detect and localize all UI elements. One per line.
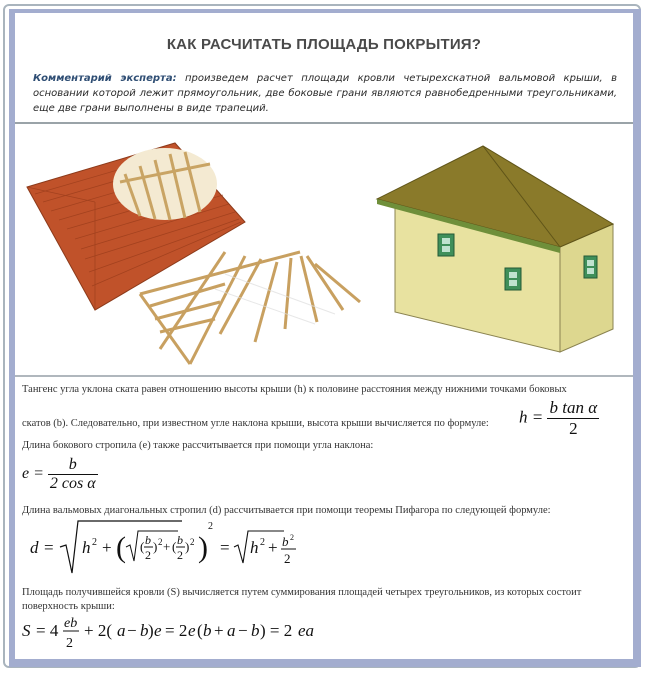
header-panel	[15, 13, 633, 122]
svg-text:(: (	[197, 621, 203, 640]
comment-text: произведем расчет площади кровли четырехскатной вальмовой крыши, в основании которой лежит прямоугольник, две боковые грани являются равнобедренными треугольниками, еще две грани выполнены в виде трапеций.	[33, 73, 617, 114]
svg-text:−: −	[238, 621, 248, 640]
svg-text:(: (	[172, 539, 177, 554]
svg-text:=: =	[220, 538, 230, 557]
svg-text:): )	[148, 621, 154, 640]
svg-text:2: 2	[290, 533, 294, 542]
svg-text:b: b	[203, 621, 212, 640]
svg-text:d: d	[30, 538, 39, 557]
illustrations-panel	[15, 124, 633, 375]
svg-text:+: +	[163, 539, 171, 554]
svg-text:2: 2	[190, 537, 195, 547]
svg-text:b: b	[140, 621, 149, 640]
svg-text:= 4: = 4	[36, 621, 59, 640]
svg-text:a: a	[117, 621, 126, 640]
svg-text:eb: eb	[64, 616, 78, 631]
svg-text:2: 2	[260, 537, 265, 548]
comment-lead: Комментарий эксперта:	[33, 73, 177, 84]
svg-text:): )	[198, 531, 208, 564]
formula-d	[22, 517, 322, 577]
svg-text:): )	[153, 539, 158, 554]
svg-text:+ 2(: + 2(	[84, 621, 112, 640]
svg-text:=: =	[44, 538, 54, 557]
svg-text:S: S	[22, 621, 31, 640]
svg-text:(: (	[140, 539, 145, 554]
svg-text:2: 2	[284, 551, 291, 566]
svg-text:h: h	[250, 538, 259, 557]
svg-text:+: +	[102, 538, 112, 557]
svg-text:): )	[185, 539, 190, 554]
frame-bottom	[9, 659, 641, 667]
roof-illustrations	[15, 124, 633, 375]
svg-text:2: 2	[177, 548, 183, 562]
formulas-section	[15, 377, 633, 659]
formula-h: h = $\frac{\text{b tan α}}{2}$	[519, 398, 598, 438]
formula-s	[22, 612, 342, 656]
hip-roof-house-illustration	[377, 146, 613, 352]
svg-text:e: e	[188, 621, 196, 640]
paragraph-slope-2: скатов (b). Следовательно, при известном угле наклона крыши, высота крыши вычисляется по формуле:	[22, 418, 489, 429]
paragraph-slope: Тангенс угла уклона ската равен отношению высоты крыши (h) к половине расстояния между нижними точками боковых	[22, 384, 567, 395]
svg-text:2: 2	[92, 537, 97, 548]
svg-text:(: (	[116, 531, 126, 564]
svg-text:+: +	[214, 621, 224, 640]
paragraph-diagonal-rafter: Длина вальмовых диагональных стропил (d) рассчитывается при помощи теоремы Пифагора по следующей формуле:	[22, 505, 551, 516]
svg-text:2: 2	[158, 537, 163, 547]
svg-text:b: b	[251, 621, 260, 640]
paragraph-area: Площадь получившейся кровли (S) вычисляется путем суммирования площадей четырех треугольников, из которых состоит	[22, 587, 582, 598]
svg-text:e: e	[154, 621, 162, 640]
svg-text:+: +	[268, 538, 278, 557]
svg-text:a: a	[227, 621, 236, 640]
svg-text:b: b	[145, 533, 151, 547]
svg-text:b: b	[282, 534, 289, 549]
roof-cutaway-illustration	[27, 143, 360, 364]
svg-text:−: −	[127, 621, 137, 640]
expert-comment	[33, 71, 617, 116]
svg-text:h: h	[82, 538, 91, 557]
paragraph-area-2: поверхность крыши:	[22, 601, 115, 612]
formula-e: e = $\frac{b}{\text{2 cos α}}$	[22, 456, 96, 492]
paragraph-side-rafter: Длина бокового стропила (e) также рассчитывается при помощи угла наклона:	[22, 440, 374, 451]
svg-text:2: 2	[208, 521, 213, 532]
svg-text:= 2: = 2	[165, 621, 188, 640]
page-title: КАК РАСЧИТАТЬ ПЛОЩАДЬ ПОКРЫТИЯ?	[166, 36, 482, 53]
svg-text:2: 2	[145, 548, 151, 562]
svg-text:b: b	[177, 533, 183, 547]
svg-text:) = 2: ) = 2	[260, 621, 293, 640]
svg-text:ea: ea	[298, 621, 315, 640]
svg-text:2: 2	[66, 636, 73, 651]
